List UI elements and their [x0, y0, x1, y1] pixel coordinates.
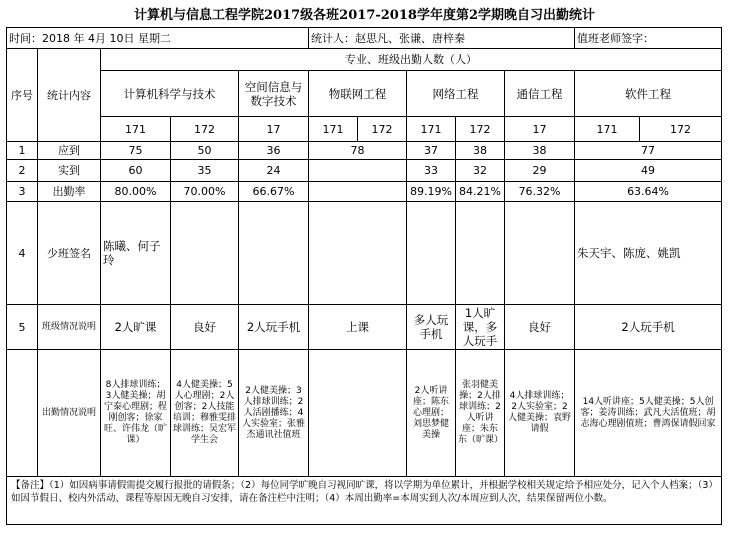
cell: 2人健美操；3人排球训练；2人活剧播练；4人实验室；张雅杰通讯社值班 [239, 350, 309, 477]
cell: 49 [575, 160, 722, 182]
attendance-table [6, 27, 722, 525]
counter-cell: 统计人：赵思凡、张谦、唐梓秦 [309, 28, 575, 49]
row-no: 1 [7, 142, 38, 160]
seq-header: 序号 [7, 49, 38, 142]
cell: 4人排球训练；2人实验室；2人健美操；袁野请假 [505, 350, 575, 477]
cell: 良好 [171, 305, 239, 350]
cell [309, 350, 407, 477]
cell: 70.00% [171, 182, 239, 202]
class-net-171: 171 [407, 117, 456, 142]
class-sw-171: 171 [575, 117, 640, 142]
class-sp-17: 17 [239, 117, 309, 142]
header-row-classes [7, 117, 722, 142]
cell: 37 [407, 142, 456, 160]
cell: 朱天宇、陈庞、姚凯 [575, 202, 722, 305]
header-row-group [7, 49, 722, 71]
class-cs-171: 171 [101, 117, 171, 142]
page-title: 计算机与信息工程学院2017级各班2017-2018学年度第2学期晚自习出勤统计 [134, 8, 595, 23]
cell: 4人健美操；5人心理剧；2人创客；2人技能培训；穆雅雯排球训练；吴宏军学生会 [171, 350, 239, 477]
cell [309, 160, 407, 182]
class-sw-172: 172 [640, 117, 722, 142]
major-spatial: 空间信息与数字技术 [239, 71, 309, 117]
cell: 8人排球训练；3人健美操；胡宁泰心理剧；程刚创客；徐家旺、许伟龙（旷课） [101, 350, 171, 477]
cell: 上课 [309, 305, 407, 350]
cell: 29 [505, 160, 575, 182]
cell: 80.00% [101, 182, 171, 202]
row-no: 2 [7, 160, 38, 182]
row-label: 实到 [38, 160, 101, 182]
cell [309, 202, 407, 305]
cell [239, 202, 309, 305]
row-no: 5 [7, 305, 38, 350]
cell [456, 202, 505, 305]
cell: 2人玩手机 [239, 305, 309, 350]
content-header: 统计内容 [38, 49, 101, 142]
row-situation [7, 305, 722, 350]
cell [505, 202, 575, 305]
cell: 2人玩手机 [575, 305, 722, 350]
cell: 多人玩手机 [407, 305, 456, 350]
row-due [7, 142, 722, 160]
class-com-17: 17 [505, 117, 575, 142]
cell: 89.19% [407, 182, 456, 202]
cell: 33 [407, 160, 456, 182]
cell [171, 202, 239, 305]
major-cs: 计算机科学与技术 [101, 71, 239, 117]
cell: 38 [456, 142, 505, 160]
cell: 陈曦、何子玲 [101, 202, 171, 305]
duty-cell: 值班老师签字： [575, 28, 722, 49]
row-no: 3 [7, 182, 38, 202]
cell: 84.21% [456, 182, 505, 202]
row-no: 4 [7, 202, 38, 305]
cell: 张羽健美操；2人排球训练；2人听讲座；朱东东（旷课） [456, 350, 505, 477]
major-software: 软件工程 [575, 71, 722, 117]
cell: 76.32% [505, 182, 575, 202]
row-rate [7, 182, 722, 202]
cell: 78 [309, 142, 407, 160]
cell: 2人听讲座；陈东心理剧；刘思梦健美操 [407, 350, 456, 477]
cell: 35 [171, 160, 239, 182]
info-row [7, 28, 722, 49]
time-cell: 时间：2018 年 4月 10日 星期二 [7, 28, 309, 49]
cell: 63.64% [575, 182, 722, 202]
header-row-majors [7, 71, 722, 117]
class-cs-172: 172 [171, 117, 239, 142]
row-note [7, 477, 722, 525]
cell: 32 [456, 160, 505, 182]
major-comm: 通信工程 [505, 71, 575, 117]
cell [407, 202, 456, 305]
cell: 77 [575, 142, 722, 160]
row-label: 出勤率 [38, 182, 101, 202]
cell: 38 [505, 142, 575, 160]
cell: 75 [101, 142, 171, 160]
cell: 1人旷课，多人玩手 [456, 305, 505, 350]
row-actual [7, 160, 722, 182]
row-label: 班级情况说明 [38, 305, 101, 350]
row-label: 应到 [38, 142, 101, 160]
class-net-172: 172 [456, 117, 505, 142]
cell: 66.67% [239, 182, 309, 202]
row-label: 少班签名 [38, 202, 101, 305]
cell: 24 [239, 160, 309, 182]
class-iot-172: 172 [358, 117, 407, 142]
row-no [7, 350, 38, 477]
cell: 50 [171, 142, 239, 160]
class-iot-171: 171 [309, 117, 358, 142]
row-attendance [7, 350, 722, 477]
cell: 良好 [505, 305, 575, 350]
row-absent [7, 202, 722, 305]
note-cell: 【备注】（1）如因病事请假需提交履行报批的请假条；（2）每位同学旷晚自习视同旷课，将以学期为单位累计，并根据学校相关规定给予相应处分，记入个人档案；（3）如因节假日、校内外活动、课程等原因无晚自习安排，请在备注栏中注明；（4）本周出勤率=本周实到人次/本周应到人次，结果保留两位小数。 [7, 477, 722, 525]
cell: 60 [101, 160, 171, 182]
major-iot: 物联网工程 [309, 71, 407, 117]
row-label: 出勤情况说明 [38, 350, 101, 477]
cell: 36 [239, 142, 309, 160]
major-network: 网络工程 [407, 71, 505, 117]
cell [309, 182, 407, 202]
group-header: 专业、班级出勤人数（人） [101, 49, 722, 71]
cell: 2人旷课 [101, 305, 171, 350]
cell: 14人听讲座；5人健美操；5人创客；姜涛训练；武凡大活值班；胡志海心理剧值班；曹鸿保请假回家 [575, 350, 722, 477]
